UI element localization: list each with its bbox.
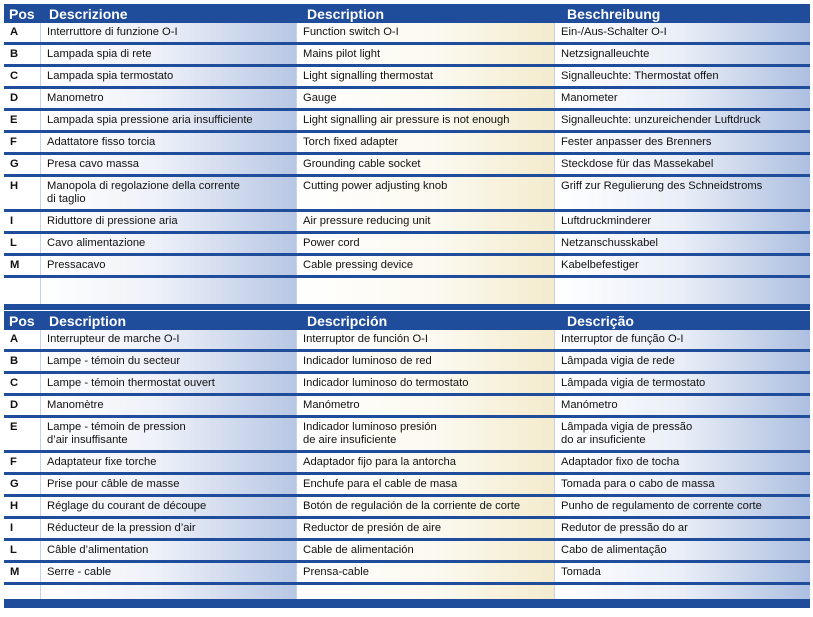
row-desc-1: Lampada spia termostato — [40, 67, 296, 86]
row-pos: D — [10, 399, 19, 411]
row-desc-2: Indicador luminoso presión de aire insuficiente — [296, 418, 554, 450]
row-pos: D — [10, 92, 19, 104]
row-desc-3: Lâmpada vigia de rede — [554, 352, 810, 371]
row-desc-3: Cabo de alimentação — [554, 541, 810, 560]
row-desc-1: Lampe - témoin thermostat ouvert — [40, 374, 296, 393]
row-desc-2: Light signalling air pressure is not enough — [296, 111, 554, 130]
row-pos: C — [10, 70, 19, 82]
row-pos: C — [10, 377, 19, 389]
table-row — [4, 453, 810, 475]
table-row — [4, 563, 810, 585]
header-description: Description — [307, 5, 385, 22]
row-desc-1: Réglage du courant de découpe — [40, 497, 296, 516]
row-pos: E — [10, 421, 18, 433]
row-desc-2: Cable de alimentación — [296, 541, 554, 560]
row-pos: B — [10, 48, 19, 60]
row-desc-2: Indicador luminoso do termostato — [296, 374, 554, 393]
row-desc-3: Interruptor de função O-I — [554, 330, 810, 349]
row-desc-3: Kabelbefestiger — [554, 256, 810, 275]
table-row — [4, 352, 810, 374]
row-desc-1: Interruttore di funzione O-I — [40, 23, 296, 42]
row-pos: A — [10, 26, 19, 38]
row-desc-2: Light signalling thermostat — [296, 67, 554, 86]
row-desc-3: Griff zur Regulierung des Schneidstroms — [554, 177, 810, 209]
table-row — [4, 497, 810, 519]
table-row — [4, 418, 810, 453]
row-pos: G — [10, 158, 19, 170]
table-row — [4, 133, 810, 155]
row-desc-3: Signalleuchte: Thermostat offen — [554, 67, 810, 86]
row-desc-2: Torch fixed adapter — [296, 133, 554, 152]
table-body — [4, 330, 810, 585]
row-desc-2: Cutting power adjusting knob — [296, 177, 554, 209]
row-desc-3: Netzanschusskabel — [554, 234, 810, 253]
row-desc-3: Lâmpada vigia de pressão do ar insuficiente — [554, 418, 810, 450]
row-desc-2: Manómetro — [296, 396, 554, 415]
table-row — [4, 111, 810, 133]
table-body — [4, 23, 810, 278]
row-desc-2: Adaptador fijo para la antorcha — [296, 453, 554, 472]
row-desc-1: Prise pour câble de masse — [40, 475, 296, 494]
row-desc-2: Cable pressing device — [296, 256, 554, 275]
header-pos: Pos — [9, 312, 35, 329]
table-filler-row — [4, 278, 810, 304]
row-desc-3: Adaptador fixo de tocha — [554, 453, 810, 472]
row-pos: B — [10, 355, 19, 367]
table-row — [4, 177, 810, 212]
table-row — [4, 67, 810, 89]
row-desc-1: Adattatore fisso torcia — [40, 133, 296, 152]
row-desc-3: Punho de regulamento de corrente corte — [554, 497, 810, 516]
row-desc-2: Mains pilot light — [296, 45, 554, 64]
table-row — [4, 475, 810, 497]
row-desc-1: Adaptateur fixe torche — [40, 453, 296, 472]
table-row — [4, 234, 810, 256]
row-desc-1: Lampada spia di rete — [40, 45, 296, 64]
row-desc-2: Botón de regulación de la corriente de corte — [296, 497, 554, 516]
row-desc-3: Ein-/Aus-Schalter O-I — [554, 23, 810, 42]
row-desc-3: Redutor de pressão do ar — [554, 519, 810, 538]
row-desc-3: Steckdose für das Massekabel — [554, 155, 810, 174]
row-desc-3: Tomada — [554, 563, 810, 582]
header-descripcion: Descripción — [307, 312, 388, 329]
row-desc-2: Prensa-cable — [296, 563, 554, 582]
table-row — [4, 155, 810, 177]
table-row — [4, 23, 810, 45]
table-row — [4, 330, 810, 352]
row-pos: H — [10, 500, 19, 512]
row-desc-1: Lampe - témoin du secteur — [40, 352, 296, 371]
row-desc-1: Manomètre — [40, 396, 296, 415]
row-desc-2: Interruptor de función O-I — [296, 330, 554, 349]
table-it-en-de — [4, 4, 810, 310]
row-pos: H — [10, 180, 19, 192]
row-desc-2: Enchufe para el cable de masa — [296, 475, 554, 494]
row-desc-3: Manómetro — [554, 396, 810, 415]
table-row — [4, 212, 810, 234]
table-row — [4, 89, 810, 111]
row-pos: I — [10, 215, 14, 227]
row-desc-1: Pressacavo — [40, 256, 296, 275]
row-desc-2: Reductor de presión de aire — [296, 519, 554, 538]
row-pos: F — [10, 456, 17, 468]
row-desc-1: Serre - cable — [40, 563, 296, 582]
table-bottom-bar — [4, 304, 810, 310]
row-desc-3: Lâmpada vigia de termostato — [554, 374, 810, 393]
row-desc-1: Presa cavo massa — [40, 155, 296, 174]
row-pos: L — [10, 544, 17, 556]
header-pos: Pos — [9, 5, 35, 22]
row-desc-2: Indicador luminoso de red — [296, 352, 554, 371]
row-desc-1: Riduttore di pressione aria — [40, 212, 296, 231]
header-beschreibung: Beschreibung — [567, 5, 661, 22]
table-header — [4, 4, 810, 23]
table-row — [4, 541, 810, 563]
table-row — [4, 45, 810, 67]
header-description-fr: Description — [49, 312, 127, 329]
table-header — [4, 311, 810, 330]
row-desc-1: Câble d’alimentation — [40, 541, 296, 560]
row-desc-1: Réducteur de la pression d’air — [40, 519, 296, 538]
row-desc-1: Interrupteur de marche O-I — [40, 330, 296, 349]
table-filler-row — [4, 585, 810, 599]
row-pos: F — [10, 136, 17, 148]
row-pos: I — [10, 522, 14, 534]
row-desc-1: Lampada spia pressione aria insufficiente — [40, 111, 296, 130]
table-row — [4, 374, 810, 396]
row-desc-2: Gauge — [296, 89, 554, 108]
row-pos: M — [10, 566, 20, 578]
table-row — [4, 256, 810, 278]
row-pos: E — [10, 114, 18, 126]
row-desc-2: Air pressure reducing unit — [296, 212, 554, 231]
row-desc-3: Manometer — [554, 89, 810, 108]
row-desc-1: Lampe - témoin de pression d’air insuffisante — [40, 418, 296, 450]
row-desc-2: Function switch O-I — [296, 23, 554, 42]
row-desc-3: Signalleuchte: unzureichender Luftdruck — [554, 111, 810, 130]
row-desc-1: Manopola di regolazione della corrente di taglio — [40, 177, 296, 209]
row-desc-3: Tomada para o cabo de massa — [554, 475, 810, 494]
row-desc-1: Manometro — [40, 89, 296, 108]
row-desc-2: Power cord — [296, 234, 554, 253]
row-desc-1: Cavo alimentazione — [40, 234, 296, 253]
row-pos: A — [10, 333, 19, 345]
row-desc-2: Grounding cable socket — [296, 155, 554, 174]
table-row — [4, 396, 810, 418]
table-row — [4, 519, 810, 541]
row-desc-3: Fester anpasser des Brenners — [554, 133, 810, 152]
header-descricao: Descrição — [567, 312, 634, 329]
row-desc-3: Netzsignalleuchte — [554, 45, 810, 64]
row-desc-3: Luftdruckminderer — [554, 212, 810, 231]
table-fr-es-pt — [4, 311, 810, 608]
table-bottom-bar — [4, 599, 810, 608]
row-pos: M — [10, 259, 20, 271]
row-pos: L — [10, 237, 17, 249]
header-descrizione: Descrizione — [49, 5, 128, 22]
row-pos: G — [10, 478, 19, 490]
